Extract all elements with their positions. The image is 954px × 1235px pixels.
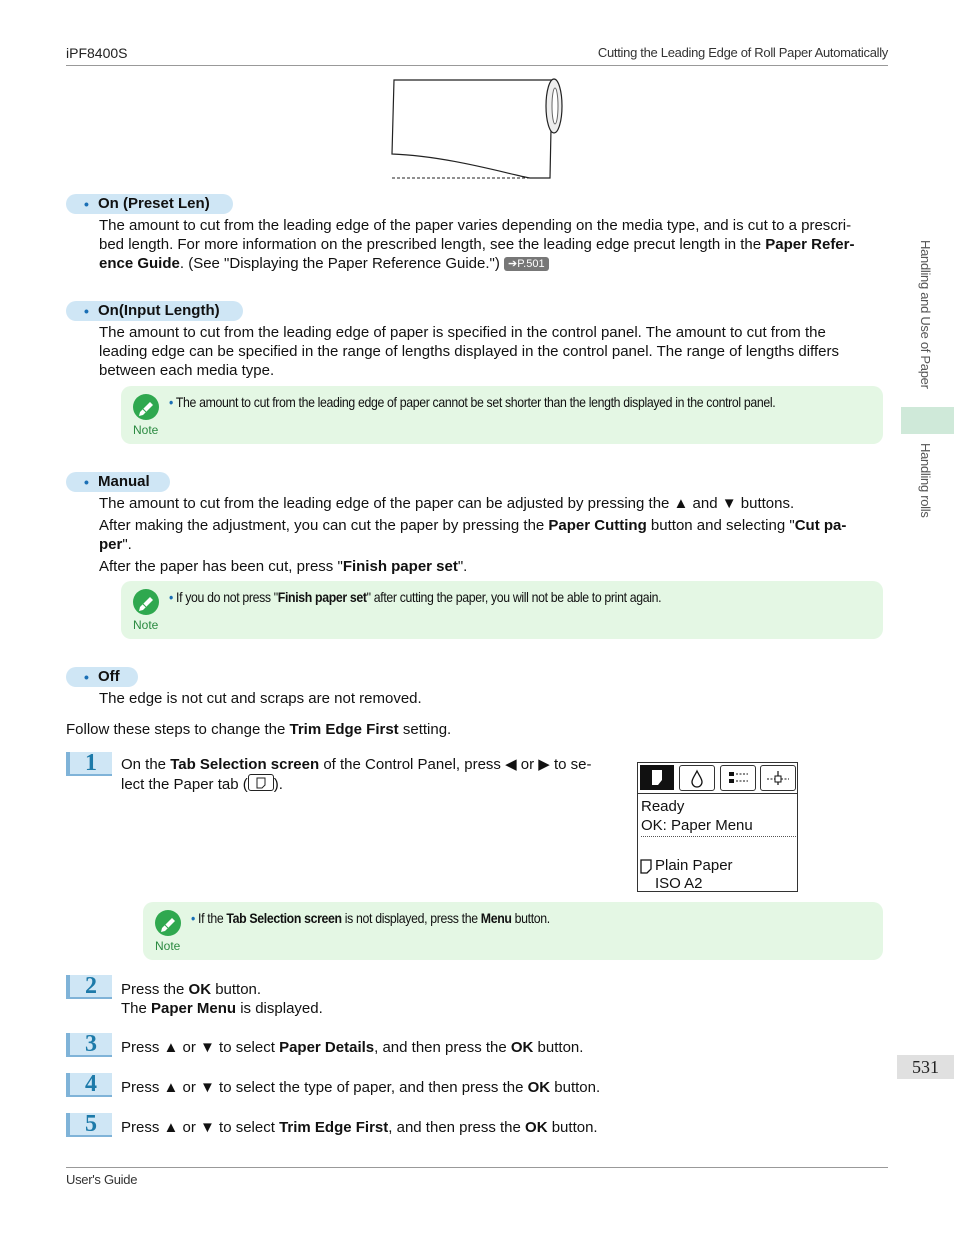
panel-paper-size: ISO A2: [655, 875, 703, 892]
header-section-title: Cutting the Leading Edge of Roll Paper Automatically: [597, 45, 888, 60]
panel-status: Ready: [641, 798, 685, 815]
page-reference-link[interactable]: ➔P.501: [504, 257, 549, 271]
panel-media-type: Plain Paper: [655, 857, 733, 874]
option-desc-manual: The amount to cut from the leading edge of the paper can be adjusted by pressing the ▲ and ▼ buttons. After making the adjustment, you can cut the paper by pressing the Paper Cutting button and selecting "Cut pa- per". After the paper has been cut, press "Finish paper set".: [99, 495, 847, 575]
footer-rule: [66, 1167, 888, 1168]
panel-tab-ink[interactable]: [679, 765, 715, 791]
step-3-text: Press ▲ or ▼ to select Paper Details, and then press the OK button.: [121, 1039, 584, 1056]
step-4-text: Press ▲ or ▼ to select the type of paper, and then press the OK button.: [121, 1079, 601, 1096]
option-label-off: • Off: [66, 667, 138, 687]
step-number: 5: [66, 1113, 112, 1137]
step-number: 4: [66, 1073, 112, 1097]
note-pencil-icon: [133, 394, 159, 420]
note-pencil-icon: [155, 910, 181, 936]
option-label-manual: • Manual: [66, 472, 170, 492]
note-pencil-icon: [133, 589, 159, 615]
panel-tab-paper[interactable]: [640, 765, 674, 790]
option-label-input-length: • On(Input Length): [66, 301, 243, 321]
panel-tab-jobs[interactable]: [720, 765, 756, 791]
step-1-text: On the Tab Selection screen of the Control Panel, press ◀ or ▶ to se- lect the Paper tab ( ).: [121, 756, 592, 793]
control-panel-display: [637, 762, 798, 892]
side-tab-chapter[interactable]: Handling and Use of Paper: [918, 240, 933, 389]
option-label-preset-len: • On (Preset Len): [66, 194, 233, 214]
side-tab-marker: [901, 407, 954, 434]
option-desc-preset-len: The amount to cut from the leading edge of the paper varies depending on the media type, and is cut to a prescri- bed length. For more information on the prescribed length, see the leading edge precut length in the Paper Refer- ence Guide. (See "Displaying the Paper Reference Guide.") ➔P.501: [99, 217, 855, 272]
side-tab-subsection[interactable]: Handling rolls: [918, 443, 933, 518]
header-model: iPF8400S: [66, 45, 128, 61]
step-2-text: Press the OK button. The Paper Menu is displayed.: [121, 981, 323, 1017]
paper-sheet-icon: [640, 859, 652, 874]
footer-guide-title: User's Guide: [66, 1172, 138, 1187]
panel-ok-hint: OK: Paper Menu: [641, 817, 753, 834]
option-desc-input-length: The amount to cut from the leading edge of paper is specified in the control panel. The amount to cut from the leading edge can be specified in the range of lengths displayed in the control panel. The range of lengths differs between each media type.: [99, 324, 839, 379]
step-5-text: Press ▲ or ▼ to select Trim Edge First, and then press the OK button.: [121, 1119, 598, 1136]
steps-intro: Follow these steps to change the Trim Edge First setting.: [66, 721, 452, 738]
roll-paper-illustration: [388, 74, 568, 182]
step-number: 2: [66, 975, 112, 999]
note-manual: Note • If you do not press "Finish paper set" after cutting the paper, you will not be able to print again.: [121, 581, 883, 639]
step-number: 1: [66, 752, 112, 776]
panel-tab-bar: [638, 763, 797, 794]
option-desc-off: The edge is not cut and scraps are not removed.: [99, 690, 422, 707]
note-input-length: Note • The amount to cut from the leading edge of paper cannot be set shorter than the length displayed in the control panel.: [121, 386, 883, 444]
panel-tab-settings[interactable]: [760, 765, 796, 791]
step-number: 3: [66, 1033, 112, 1057]
paper-tab-icon: [248, 774, 274, 791]
note-tab-selection: Note • If the Tab Selection screen is not displayed, press the Menu button.: [143, 902, 883, 960]
panel-divider: [641, 836, 796, 837]
page-number: 531: [897, 1055, 954, 1079]
header-rule: [66, 65, 888, 66]
